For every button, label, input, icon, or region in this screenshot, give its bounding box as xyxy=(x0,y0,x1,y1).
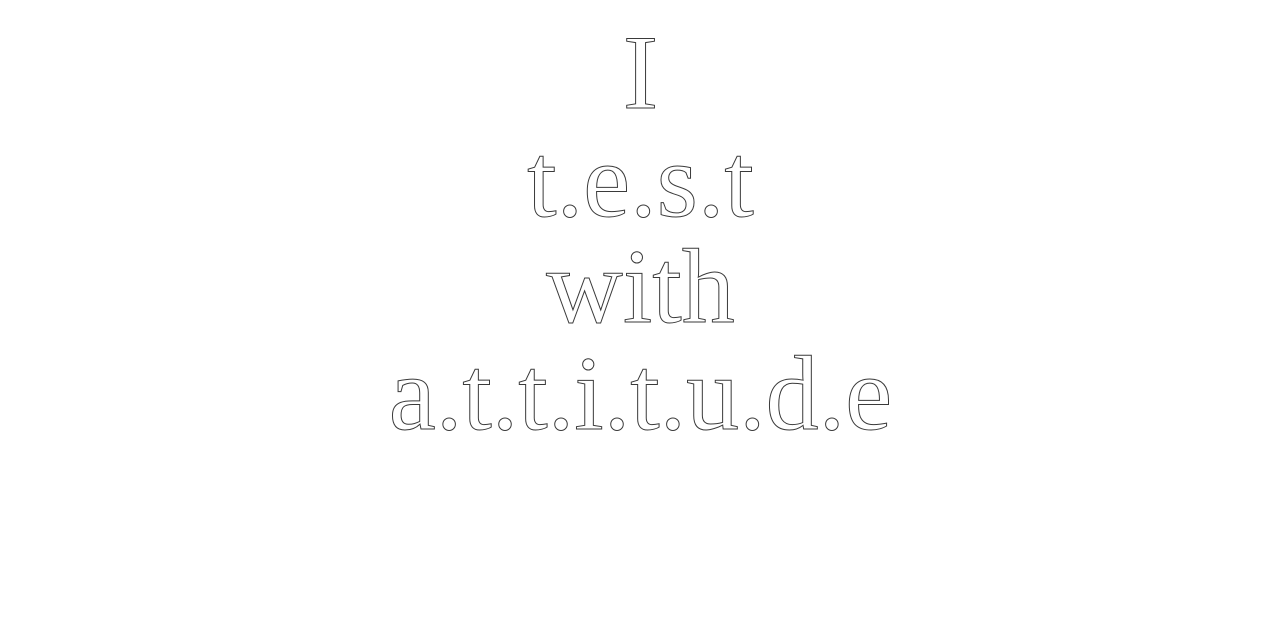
title-line-attitude: a.t.t.i.t.u.d.e xyxy=(388,335,893,452)
title-line-with: with xyxy=(546,228,735,345)
title-line-test: t.e.s.t xyxy=(527,122,754,239)
title-line-i: I xyxy=(622,14,659,131)
